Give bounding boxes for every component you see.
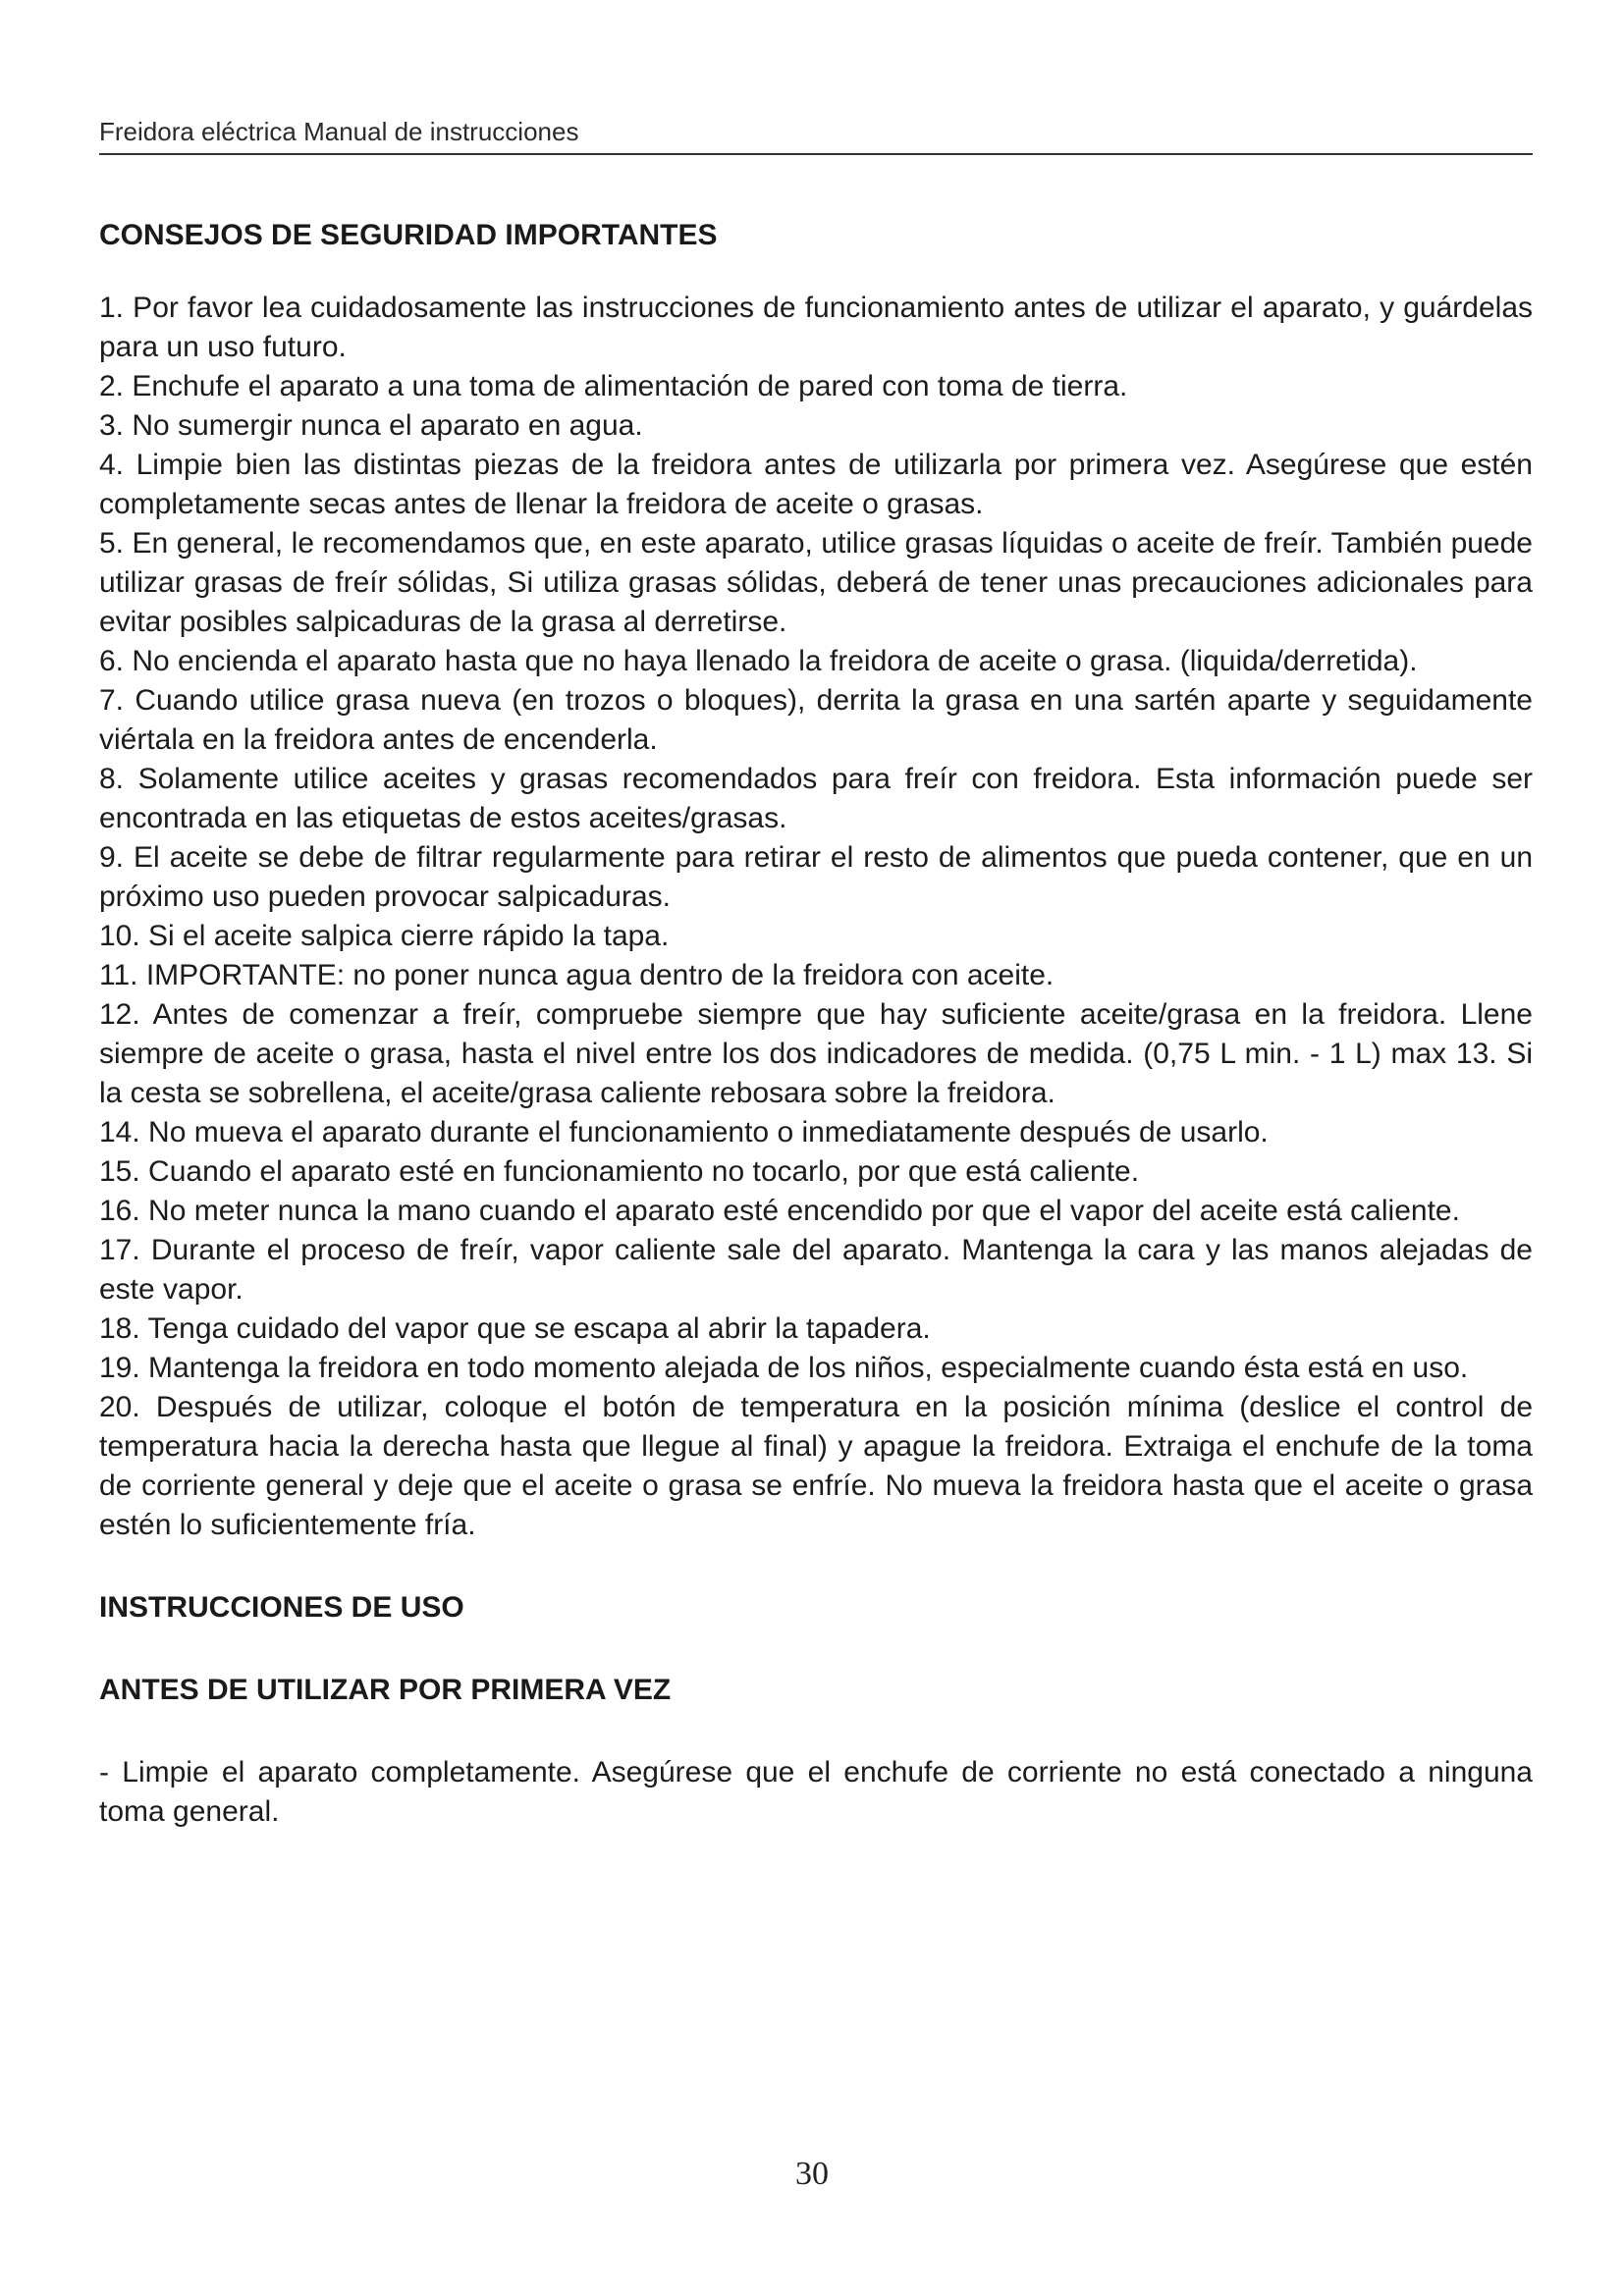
page-number: 30 <box>795 2156 829 2192</box>
list-item: 10. Si el aceite salpica cierre rápido la tapa. <box>99 920 670 952</box>
list-item: 5. En general, le recomendamos que, en este aparato, utilice grasas líquidas o aceite de freír. También puede utilizar grasas de freír sólidas, Si utiliza grasas sólidas, deberá de tener unas precauciones adicionales para evitar posibles salpicaduras de la grasa al derretirse. <box>99 527 1533 638</box>
list-item: 19. Mantenga la freidora en todo momento alejada de los niños, especialmente cuando ésta está en uso. <box>99 1352 1469 1384</box>
page-content <box>99 216 1533 1861</box>
list-item: 4. Limpie bien las distintas piezas de la freidora antes de utilizarla por primera vez. Asegúrese que estén completamente secas antes de llenar la freidora de aceite o grasas. <box>99 449 1533 520</box>
safety-list <box>99 289 1533 1545</box>
list-item: 16. No meter nunca la mano cuando el aparato esté encendido por que el vapor del aceite está caliente. <box>99 1195 1460 1227</box>
list-item: 8. Solamente utilice aceites y grasas recomendados para freír con freidora. Esta información puede ser encontrada en las etiquetas de estos aceites/grasas. <box>99 763 1533 834</box>
list-item: 17. Durante el proceso de freír, vapor caliente sale del aparato. Mantenga la cara y las manos alejadas de este vapor. <box>99 1234 1533 1306</box>
list-item: 14. No mueva el aparato durante el funcionamiento o inmediatamente después de usarlo. <box>99 1116 1269 1148</box>
section-title-usage: INSTRUCCIONES DE USO <box>99 1591 464 1624</box>
page-header: Freidora eléctrica Manual de instrucciones <box>99 114 1533 155</box>
list-item: 6. No encienda el aparato hasta que no haya llenado la freidora de aceite o grasa. (liquida/derretida). <box>99 645 1418 677</box>
section-title-safety: CONSEJOS DE SEGURIDAD IMPORTANTES <box>99 219 718 251</box>
list-item: 9. El aceite se debe de filtrar regularmente para retirar el resto de alimentos que pueda contener, que en un próximo uso pueden provocar salpicaduras. <box>99 841 1533 913</box>
list-item: 11. IMPORTANTE: no poner nunca agua dentro de la freidora con aceite. <box>99 959 1055 991</box>
list-item: 15. Cuando el aparato esté en funcionamiento no tocarlo, por que está caliente. <box>99 1155 1140 1188</box>
list-item: 18. Tenga cuidado del vapor que se escapa al abrir la tapadera. <box>99 1312 931 1345</box>
first-use-paragraph: - Limpie el aparato completamente. Asegúrese que el enchufe de corriente no está conectado a ninguna toma general. <box>99 1756 1533 1828</box>
list-item: 7. Cuando utilice grasa nueva (en trozos o bloques), derrita la grasa en una sartén aparte y seguidamente viértala en la freidora antes de encenderla. <box>99 684 1533 756</box>
list-item: 12. Antes de comenzar a freír, compruebe siempre que hay suficiente aceite/grasa en la freidora. Llene siempre de aceite o grasa, hasta el nivel entre los dos indicadores de medida. (0,75 L min. - 1 L) max 13. Si la cesta se sobrellena, el aceite/grasa caliente rebosara sobre la freidora. <box>99 998 1533 1109</box>
section-title-first-use: ANTES DE UTILIZAR POR PRIMERA VEZ <box>99 1674 672 1706</box>
list-item: 3. No sumergir nunca el aparato en agua. <box>99 409 643 442</box>
list-item: 20. Después de utilizar, coloque el botón de temperatura en la posición mínima (deslice el control de temperatura hacia la derecha hasta que llegue al final) y apague la freidora. Extraiga el enchufe de la toma de corriente general y deje que el aceite o grasa se enfríe. No mueva la freidora hasta que el aceite o grasa estén lo suficientemente fría. <box>99 1391 1533 1541</box>
list-item: 1. Por favor lea cuidadosamente las instrucciones de funcionamiento antes de utilizar el aparato, y guárdelas para un uso futuro. <box>99 292 1533 363</box>
list-item: 2. Enchufe el aparato a una toma de alimentación de pared con toma de tierra. <box>99 370 1128 402</box>
